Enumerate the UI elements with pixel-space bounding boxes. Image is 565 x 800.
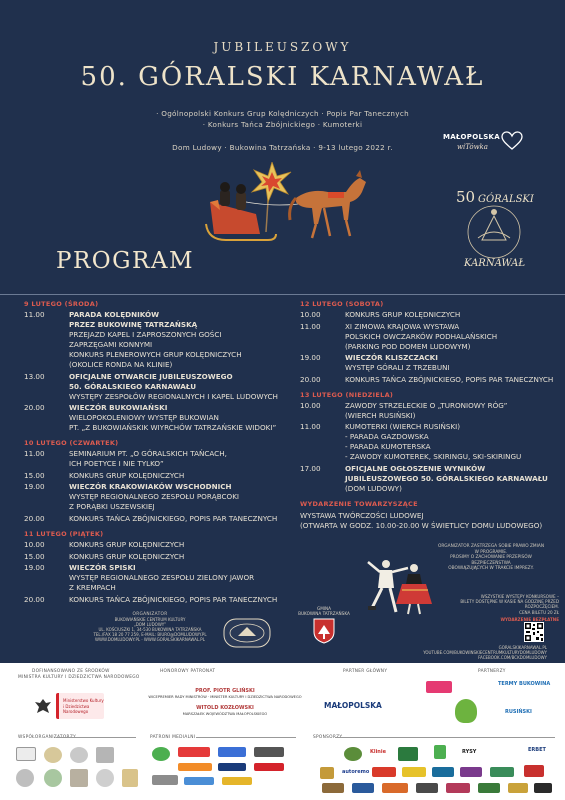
- event-line: (PARKING POD DOMEM LUDOWYM): [345, 341, 471, 351]
- entry-note: [455, 594, 559, 622]
- media-logo: [222, 777, 252, 785]
- event-line: KONKURS GRUP KOLĘDNICZYCH: [69, 539, 185, 549]
- eagle-icon: [34, 697, 52, 715]
- event-time: 19.00: [24, 482, 45, 492]
- logo-line-1: GÓRALSKI: [478, 194, 534, 205]
- sponsor-logo-klinie: Klinie: [370, 749, 386, 755]
- program-heading: PROGRAM: [56, 248, 194, 274]
- partner-logo-pink: [426, 681, 452, 693]
- sponsor-logo: [372, 767, 396, 777]
- event-row: [300, 322, 550, 352]
- event-line: PRZEJAZD KAPEL I ZAPROSZONYCH GOŚCI: [69, 330, 222, 339]
- event-row: [24, 552, 286, 562]
- event-time: 10.00: [24, 539, 45, 549]
- subtitle-line-2: · Konkurs Tańca Zbójnickiego · Kumoterki: [202, 120, 363, 129]
- dom-ludowy-emblem-icon: [223, 618, 271, 648]
- event-time: 11.00: [300, 422, 321, 432]
- honorary-patron-2-name: WITOLD KOZŁOWSKI: [196, 705, 254, 711]
- event-line: PRZEZ BUKOWINĘ TATRZAŃSKĄ: [69, 320, 198, 329]
- funding-sub-label: MINISTRA KULTURY I DZIEDZICTWA NARODOWEGO: [18, 675, 140, 680]
- event-line: KONKURS GRUP KOLĘDNICZYCH: [69, 470, 185, 480]
- event-row: [24, 449, 286, 469]
- event-row: [300, 464, 550, 494]
- partner-logo-green: [455, 699, 477, 723]
- event-time: 20.00: [24, 403, 45, 413]
- contact-note: [404, 645, 547, 660]
- honorary-patron-2-role: MARSZAŁEK WOJEWÓDZTWA MAŁOPOLSKIEGO: [182, 711, 268, 716]
- sponsor-logo: [508, 783, 528, 793]
- event-line: ZAWODY STRZELECKIE O „TURONIOWY RÓG”: [345, 400, 508, 410]
- media-logo: [254, 763, 284, 771]
- media-logo: [152, 747, 170, 761]
- event-line: (WIERCH RUSIŃSKI): [345, 410, 416, 420]
- sponsor-logo: [402, 767, 426, 777]
- media-patrons-label: PATRONI MEDIALNI: [150, 735, 196, 740]
- event-time: 11.00: [24, 310, 45, 319]
- contact-youtube[interactable]: YOUTUBE.COM/BUKOWINSKIECENTRUMKULTURYDOMLUDOWY: [423, 650, 547, 655]
- day-title: 9 LUTEGO (ŚRODA): [24, 300, 99, 308]
- coorganizer-logo: [16, 747, 36, 761]
- day-title: 13 LUTEGO (NIEDZIELA): [300, 390, 394, 399]
- side-event-line-1: WYSTAWA TWÓRCZOŚCI LUDOWEJ: [300, 510, 424, 520]
- event-line: - ZAWODY KUMOTEREK, SKIRINGU, SKI-SKIRINGU: [345, 452, 522, 462]
- sponsor-logo: [322, 783, 344, 793]
- event-time: 10.00: [300, 310, 321, 319]
- coorganizer-logo: [70, 769, 88, 787]
- gmina-coat-of-arms-icon: [313, 618, 335, 644]
- heart-icon: [501, 131, 523, 151]
- gmina-block: [291, 606, 357, 645]
- organizer-name-2: „DOM LUDOWY”: [133, 622, 167, 627]
- organizer-contact: TEL./FAX 18 20 77 259, E-MAIL: BIURO@DOMLUDOWY.PL: [93, 632, 207, 637]
- organizer-label: ORGANIZATOR: [132, 612, 168, 617]
- coorganizer-logo: [16, 769, 34, 787]
- event-line: (DOM LUDOWY): [345, 483, 402, 493]
- contact-facebook[interactable]: FACEBOOK.COM/BCKDOMLUDOWY: [478, 655, 547, 660]
- sponsor-logo: [432, 767, 454, 777]
- honorary-patron-1: [140, 689, 310, 700]
- sleigh-illustration: [200, 162, 375, 252]
- event-line: WYSTĘP GÓRALI Z TRZEBUNI: [345, 363, 450, 373]
- event-line: OFICJALNE OTWARCIE JUBILEUSZOWEGO: [69, 371, 233, 381]
- event-time: 19.00: [24, 563, 45, 573]
- media-logo: [184, 777, 214, 785]
- day-title: 10 LUTEGO (CZWARTEK): [24, 439, 119, 448]
- event-row: [300, 310, 550, 320]
- event-line: KONKURS TAŃCA ZBÓJNICKIEGO, POPIS PAR TANECZNYCH: [345, 374, 554, 384]
- event-line: WIECZÓR BUKOWIAŃSKI: [69, 403, 168, 413]
- event-line: - PARADA KUMOTERSKA: [345, 442, 431, 452]
- divider: [56, 737, 136, 738]
- sponsor-logo: [344, 747, 362, 761]
- event-line: Z PORĄBKI USZEWSKIEJ: [69, 502, 155, 512]
- organizer-block: [88, 612, 212, 642]
- sponsor-logo-autoremo: autoremo: [342, 769, 370, 775]
- coorganizer-logo: [122, 769, 138, 787]
- event-line: KONKURS GRUP KOLĘDNICZYCH: [69, 551, 185, 561]
- event-line: XI ZIMOWA KRAJOWA WYSTAWA: [345, 321, 460, 331]
- sponsors-section: [0, 663, 565, 800]
- sponsors-label: SPONSORZY: [313, 735, 343, 740]
- sponsor-logo-erbet: ERBET: [528, 747, 546, 753]
- gmina-label: GMINA: [316, 606, 332, 611]
- event-time: 20.00: [24, 513, 45, 523]
- event-row: [24, 482, 286, 512]
- malopolska-logo: [443, 133, 523, 157]
- event-time: 20.00: [24, 594, 45, 604]
- program-right-column: [300, 300, 554, 531]
- dancers-illustration: [362, 558, 442, 618]
- event-line: KONKURS TAŃCA ZBÓJNICKIEGO, POPIS PAR TANECZNYCH: [69, 513, 278, 523]
- coorganizer-logo: [44, 769, 62, 787]
- sponsor-logo: [352, 783, 374, 793]
- organizer-note-line: PROSIMY O ZACHOWANIE PRZEPISÓW BEZPIECZEŃSTWA: [450, 555, 532, 566]
- main-partner-label: PARTNER GŁÓWNY: [343, 669, 388, 674]
- event-time: 17.00: [300, 463, 321, 473]
- organizer-websites[interactable]: WWW.DOMLUDOWY.PL · WWW.GORALSKIKARNAWAL.PL: [95, 637, 205, 642]
- event-line: PT. „Z BUKOWIAŃSKIK WIYRCHÓW TATRZAŃSKIE WIDOKI”: [69, 423, 277, 433]
- sponsor-logo: [320, 767, 334, 779]
- organizer-note-line: OBOWIĄZUJĄCYCH W TRAKCIE IMPREZY.: [448, 566, 534, 571]
- ministry-logo-text: Ministerstwo Kultury i Dziedzictwa Narodowego: [63, 698, 104, 714]
- sponsor-logo: [478, 783, 500, 793]
- entry-note-line: CENA BILETU 20 ZŁ: [519, 609, 559, 615]
- coorganizers-label: WSPÓŁORGANIZATORZY: [18, 735, 76, 740]
- event-row: [24, 540, 286, 550]
- event-row: [24, 514, 286, 524]
- event-line: WYSTĘP REGIONALNEGO ZESPOŁU ZIELONY JAWOR: [69, 573, 255, 583]
- day-block: [24, 439, 286, 524]
- divider: [196, 737, 296, 738]
- sponsor-logo: [534, 783, 552, 793]
- event-row: [300, 353, 550, 373]
- coorganizer-logo: [70, 747, 88, 763]
- side-event-title: WYDARZENIE TOWARZYSZĄCE: [300, 499, 418, 508]
- day-block: [300, 391, 550, 494]
- event-line: ICH POETYCE I NIE TYLKO”: [69, 459, 164, 469]
- event-row: [300, 422, 550, 462]
- divider: [0, 294, 565, 295]
- organizer-note: [437, 544, 545, 572]
- event-time: 11.00: [24, 449, 45, 459]
- event-row: [24, 403, 286, 433]
- event-line: KONKURS GRUP KOLĘDNICZYCH: [345, 310, 461, 319]
- sponsor-logo: [460, 767, 482, 777]
- event-time: 15.00: [24, 551, 45, 561]
- media-logo: [178, 747, 210, 757]
- sponsor-logo: [398, 747, 418, 761]
- partner-logo-termy: TERMY BUKOWINA: [498, 681, 551, 687]
- event-line: SEMINARIUM PT. „O GÓRALSKICH TAŃCACH,: [69, 449, 227, 459]
- coorganizer-logo: [44, 747, 62, 763]
- contact-website[interactable]: GORALSKIKARNAWAL.PL: [498, 645, 547, 650]
- sponsor-logo: [382, 783, 408, 793]
- event-line: KONKURS PLENEROWYCH GRUP KOLĘDNICZYCH: [69, 350, 242, 359]
- day-block: [24, 300, 286, 433]
- media-logo: [152, 775, 178, 785]
- program-left-column: [24, 300, 286, 611]
- main-title: 50. GÓRALSKI KARNAWAŁ: [80, 62, 485, 92]
- event-line: POLSKICH OWCZARKÓW PODHALAŃSKICH: [345, 331, 498, 341]
- malopolska-logo-tagline: wiTówka: [457, 143, 488, 151]
- coorganizer-logo: [96, 747, 114, 763]
- event-row: [24, 471, 286, 481]
- sponsor-logo-rysy: RYSY: [462, 749, 477, 755]
- honorary-label: HONOROWY PATRONAT: [160, 669, 216, 674]
- event-line: WYSTĘPY ZESPOŁÓW REGIONALNYCH I KAPEL LUDOWYCH: [69, 391, 278, 401]
- media-logo: [178, 763, 212, 771]
- subtitle-line-1: · Ogólnopolski Konkurs Grup Kolędniczych · Popis Par Tanecznych: [156, 109, 409, 118]
- event-time: 11.00: [300, 321, 321, 331]
- karnawal-logo: [452, 186, 536, 270]
- honorary-patron-1-name: PROF. PIOTR GLIŃSKI: [195, 688, 255, 694]
- logo-line-2: KARNAWAŁ: [464, 258, 526, 269]
- event-line: 50. GÓRALSKIEGO KARNAWAŁU: [69, 381, 197, 391]
- event-line: WYSTĘP REGIONALNEGO ZESPOŁU PORĄBCOKI: [69, 492, 240, 502]
- ministry-logo: [56, 693, 104, 719]
- sponsor-logo: [524, 765, 544, 777]
- event-time: 13.00: [24, 371, 45, 381]
- event-row: [300, 374, 554, 385]
- entry-note-line: WSZYSTKIE WYSTĘPY KONKURSOWE –: [480, 594, 559, 599]
- event-time: 10.00: [300, 400, 321, 410]
- side-event-line-2: (OTWARTA W GODZ. 10.00-20.00 W ŚWIETLICY DOMU LUDOWEGO): [300, 520, 543, 530]
- event-line: PARADA KOLĘDNIKÓW: [69, 310, 160, 319]
- entry-free-label: WYDARZENIE BEZPŁATNE: [500, 616, 559, 622]
- day-block: [24, 530, 286, 605]
- event-line: Z KREMPACH: [69, 583, 116, 593]
- event-line: (OKOLICE RONDA NA KLINIE): [69, 360, 173, 369]
- event-line: OFICJALNE OGŁOSZENIE WYNIKÓW: [345, 463, 486, 473]
- event-row: [24, 372, 286, 402]
- organizer-address: UL. KOŚCIUSZKI 1, 34-530 BUKOWINA TATRZAŃSKA: [98, 627, 202, 632]
- logo-number: 50: [456, 188, 476, 206]
- partner-logo-rusinski: RUSIŃSKI: [505, 709, 532, 715]
- event-line: KUMOTERKI (WIERCH RUSIŃSKI): [345, 422, 461, 432]
- event-line: JUBILEUSZOWEGO 50. GÓRALSKIEGO KARNAWAŁU: [345, 473, 548, 483]
- pre-title: JUBILEUSZOWY: [213, 40, 352, 54]
- sponsor-logo: [416, 783, 438, 793]
- honorary-patron-1-role: WICEPREMIER RADY MINISTRÓW · MINISTER KULTURY I DZIEDZICTWA NARODOWEGO: [148, 694, 302, 699]
- event-line: - PARADA GAZDOWSKA: [345, 432, 429, 442]
- main-partner-logo: MAŁOPOLSKA: [324, 701, 382, 710]
- funding-label: DOFINANSOWANO ZE ŚRODKÓW: [32, 669, 110, 674]
- day-block: [300, 300, 554, 385]
- sponsor-logo: [490, 767, 514, 777]
- sponsor-logo: [434, 745, 446, 759]
- media-logo: [254, 747, 284, 757]
- event-row: [24, 563, 286, 593]
- divider: [335, 737, 555, 738]
- day-title: 12 LUTEGO (SOBOTA): [300, 300, 384, 308]
- coorganizer-logo: [96, 769, 114, 787]
- organizer-name: BUKOWIAŃSKIE CENTRUM KULTURY: [114, 617, 186, 622]
- event-row: [24, 595, 286, 605]
- event-line: KONKURS TAŃCA ZBÓJNICKIEGO, POPIS PAR TANECZNYCH: [69, 594, 278, 604]
- organizer-note-line: ORGANIZATOR ZASTRZEGA SOBIE PRAWO ZMIAN W PROGRAMIE.: [437, 544, 545, 555]
- malopolska-logo-name: MAŁOPOLSKA: [443, 133, 501, 141]
- event-line: WIECZÓR SPISKI: [69, 563, 136, 573]
- honorary-patron-2: [140, 706, 310, 717]
- event-row: [300, 401, 550, 421]
- partners-label: PARTNERZY: [478, 669, 506, 674]
- sponsor-logo: [446, 783, 470, 793]
- event-time: 15.00: [24, 470, 45, 480]
- venue-line: Dom Ludowy · Bukowina Tatrzańska · 9-13 lutego 2022 r.: [172, 143, 393, 152]
- event-line: WIECZÓR KRAKOWIAKÓW WSCHODNICH: [69, 482, 232, 492]
- event-line: WIELOPOKOLENIOWY WYSTĘP BUKOWIAN: [69, 413, 219, 423]
- event-line: WIECZÓR KLISZCZACKI: [345, 353, 438, 363]
- entry-note-line: BILETY DOSTĘPNE W KASIE NA GODZINĘ PRZED ROZPOCZĘCIEM.: [460, 599, 559, 610]
- event-time: 20.00: [300, 374, 321, 384]
- event-row: [24, 310, 286, 370]
- event-line: ZAPRZĘGAMI KONNYMI: [69, 340, 153, 349]
- gmina-name: BUKOWINA TATRZAŃSKA: [298, 611, 350, 616]
- media-logo: [218, 763, 246, 771]
- qr-code-icon[interactable]: [524, 622, 544, 642]
- event-time: 19.00: [300, 353, 321, 363]
- media-logo: [218, 747, 246, 757]
- day-title: 11 LUTEGO (PIĄTEK): [24, 529, 104, 538]
- side-event: [300, 500, 550, 531]
